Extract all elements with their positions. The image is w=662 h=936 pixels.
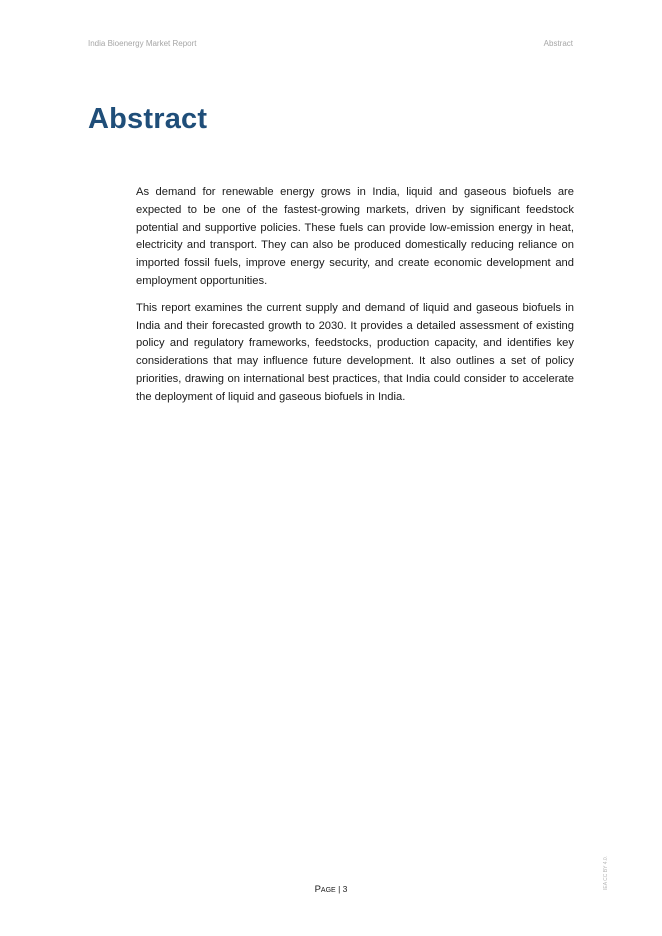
license-note: IEA CC BY 4.0. — [603, 855, 609, 890]
page-title: Abstract — [88, 103, 208, 135]
page-separator: | — [335, 884, 343, 894]
page-footer — [0, 884, 662, 895]
page-label: Page — [314, 884, 336, 895]
running-header-title: India Bioenergy Market Report — [88, 39, 197, 48]
abstract-paragraph-2: This report examines the current supply and demand of liquid and gaseous biofuels in India and their forecasted growth to 2030. It provides a detailed assessment of existing policy and regulatory frameworks, feedstocks, production capacity, and identifies key considerations that may influence future development. It also outlines a set of policy priorities, drawing on international best practices, that India could consider to accelerate the deployment of liquid and gaseous biofuels in India. — [136, 301, 574, 403]
running-header-section: Abstract — [543, 39, 573, 48]
page-number: 3 — [342, 884, 348, 894]
abstract-body — [136, 184, 574, 416]
abstract-paragraph-1: As demand for renewable energy grows in India, liquid and gaseous biofuels are expected to be one of the fastest-growing markets, driven by significant feedstock potential and supportive policies. These fuels can provide low-emission energy in heat, electricity and transport. They can also be produced domestically reducing reliance on imported fossil fuels, improve energy security, and create economic development and employment opportunities. — [136, 186, 574, 287]
